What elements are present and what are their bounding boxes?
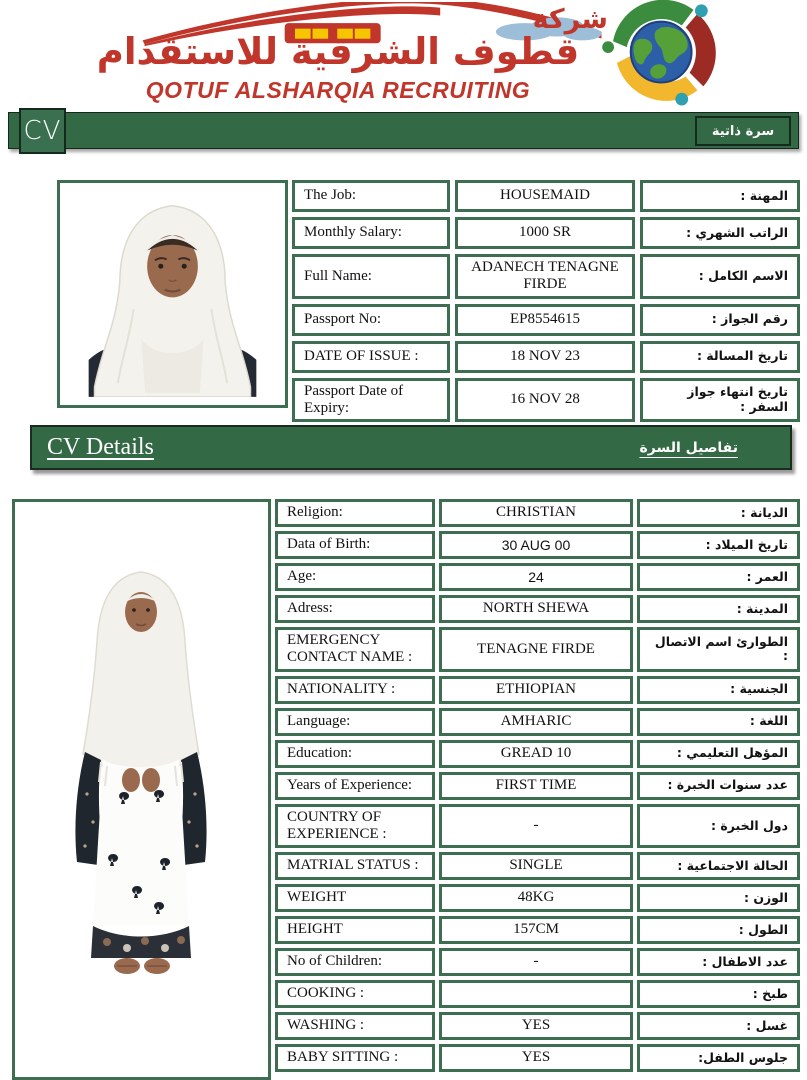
field-label-ar: الطوارئ اسم الاتصال : (637, 627, 800, 672)
table-row-country-of-experience (275, 804, 800, 849)
field-label-en: The Job: (292, 180, 450, 212)
field-value: ADANECH TENAGNE FIRDE (455, 254, 635, 299)
field-value: YES (439, 1012, 633, 1040)
table-row-full-name (292, 254, 800, 299)
field-label-ar: الحالة الاجتماعية : (637, 852, 800, 880)
table-row-education (275, 740, 800, 768)
candidate-portrait-photo (57, 180, 288, 408)
field-label-ar: عدد الاطفال : (637, 948, 800, 976)
field-label-en: COUNTRY OF EXPERIENCE : (275, 804, 435, 849)
field-label-en: BABY SITTING : (275, 1044, 435, 1072)
field-label-ar: رقم الجواز : (640, 304, 800, 336)
field-label-en: Data of Birth: (275, 531, 435, 559)
field-label-ar: المؤهل التعليمي : (637, 740, 800, 768)
field-value: HOUSEMAID (455, 180, 635, 212)
cv-details-bar (30, 425, 792, 470)
globe-with-people-logo-icon (598, 0, 738, 108)
table-row-no-of-children (275, 948, 800, 976)
company-name-english: QOTUF ALSHARQIA RECRUITING (145, 77, 531, 103)
field-value: YES (439, 1044, 633, 1072)
table-row-washing (275, 1012, 800, 1040)
candidate-full-body-photo (12, 499, 271, 1080)
company-word-arabic: شركة (532, 4, 608, 35)
field-label-en: MATRIAL STATUS : (275, 852, 435, 880)
field-label-en: Religion: (275, 499, 435, 527)
field-label-ar: الديانة : (637, 499, 800, 527)
table-row-passport-date-of-expiry (292, 378, 800, 423)
field-label-en: Passport No: (292, 304, 450, 336)
field-value: TENAGNE FIRDE (439, 627, 633, 672)
field-label-ar: جلوس الطفل: (637, 1044, 800, 1072)
field-label-en: Language: (275, 708, 435, 736)
field-label-en: Full Name: (292, 254, 450, 299)
field-label-ar: الاسم الكامل : (640, 254, 800, 299)
field-value: SINGLE (439, 852, 633, 880)
field-label-ar: الجنسية : (637, 676, 800, 704)
field-value: - (439, 804, 633, 849)
field-label-ar: الراتب الشهري : (640, 217, 800, 249)
field-label-ar: الوزن : (637, 884, 800, 912)
field-label-ar: عدد سنوات الخبرة : (637, 772, 800, 800)
field-label-ar: تاريخ انتهاء جواز السفر : (640, 378, 800, 423)
field-label-en: WASHING : (275, 1012, 435, 1040)
company-logo-header (0, 0, 807, 110)
table-row-language (275, 708, 800, 736)
table-row-years-of-experience (275, 772, 800, 800)
details-rows (275, 499, 800, 1080)
field-label-en: Age: (275, 563, 435, 591)
field-value (439, 980, 633, 1008)
table-row-the-job (292, 180, 800, 212)
table-row-matrial-status (275, 852, 800, 880)
field-label-ar: الطول : (637, 916, 800, 944)
field-label-ar: المدينة : (637, 595, 800, 623)
table-row-weight (275, 884, 800, 912)
cv-title-bar (8, 112, 799, 149)
field-value: NORTH SHEWA (439, 595, 633, 623)
field-value: 1000 SR (455, 217, 635, 249)
field-label-ar: المهنة : (640, 180, 800, 212)
table-row-age (275, 563, 800, 591)
table-row-data-of-birth (275, 531, 800, 559)
cv-title-ar: سرة ذاتية (695, 116, 791, 146)
cv-details-title-ar: تفاصيل السرة (639, 439, 738, 456)
field-label-en: Passport Date of Expiry: (292, 378, 450, 423)
field-label-en: EMERGENCY CONTACT NAME : (275, 627, 435, 672)
field-label-en: Years of Experience: (275, 772, 435, 800)
field-value: FIRST TIME (439, 772, 633, 800)
summary-table (57, 180, 800, 416)
field-value: 30 AUG 00 (439, 531, 633, 559)
field-label-en: Monthly Salary: (292, 217, 450, 249)
field-value: AMHARIC (439, 708, 633, 736)
field-label-ar: دول الخبرة : (637, 804, 800, 849)
table-row-monthly-salary (292, 217, 800, 249)
field-label-en: HEIGHT (275, 916, 435, 944)
field-label-ar: العمر : (637, 563, 800, 591)
field-value: 48KG (439, 884, 633, 912)
field-value: 18 NOV 23 (455, 341, 635, 373)
table-row-adress (275, 595, 800, 623)
field-label-en: No of Children: (275, 948, 435, 976)
field-label-ar: تاريخ الميلاد : (637, 531, 800, 559)
field-value: 16 NOV 28 (455, 378, 635, 423)
table-row-passport-no (292, 304, 800, 336)
cv-details-title-en: CV Details (47, 434, 154, 460)
field-value: 24 (439, 563, 633, 591)
field-value: 157CM (439, 916, 633, 944)
field-label-en: NATIONALITY : (275, 676, 435, 704)
company-logo-text-block (78, 0, 618, 108)
company-name-arabic: قطوف الشرقية للاستقدام (96, 30, 580, 73)
field-label-ar: طبخ : (637, 980, 800, 1008)
table-row-date-of-issue (292, 341, 800, 373)
field-label-en: DATE OF ISSUE : (292, 341, 450, 373)
cv-title-en: CV (19, 108, 66, 154)
field-value: GREAD 10 (439, 740, 633, 768)
table-row-height (275, 916, 800, 944)
field-label-en: Adress: (275, 595, 435, 623)
field-value: - (439, 948, 633, 976)
field-label-en: Education: (275, 740, 435, 768)
field-value: CHRISTIAN (439, 499, 633, 527)
field-label-ar: اللغة : (637, 708, 800, 736)
details-table (12, 499, 800, 1080)
table-row-baby-sitting (275, 1044, 800, 1072)
field-value: EP8554615 (455, 304, 635, 336)
field-label-en: WEIGHT (275, 884, 435, 912)
table-row-cooking (275, 980, 800, 1008)
table-row-nationality (275, 676, 800, 704)
summary-rows (292, 180, 800, 416)
field-label-ar: تاريخ المسالة : (640, 341, 800, 373)
field-label-ar: غسل : (637, 1012, 800, 1040)
field-value: ETHIOPIAN (439, 676, 633, 704)
table-row-emergency-contact-name (275, 627, 800, 672)
table-row-religion (275, 499, 800, 527)
field-label-en: COOKING : (275, 980, 435, 1008)
